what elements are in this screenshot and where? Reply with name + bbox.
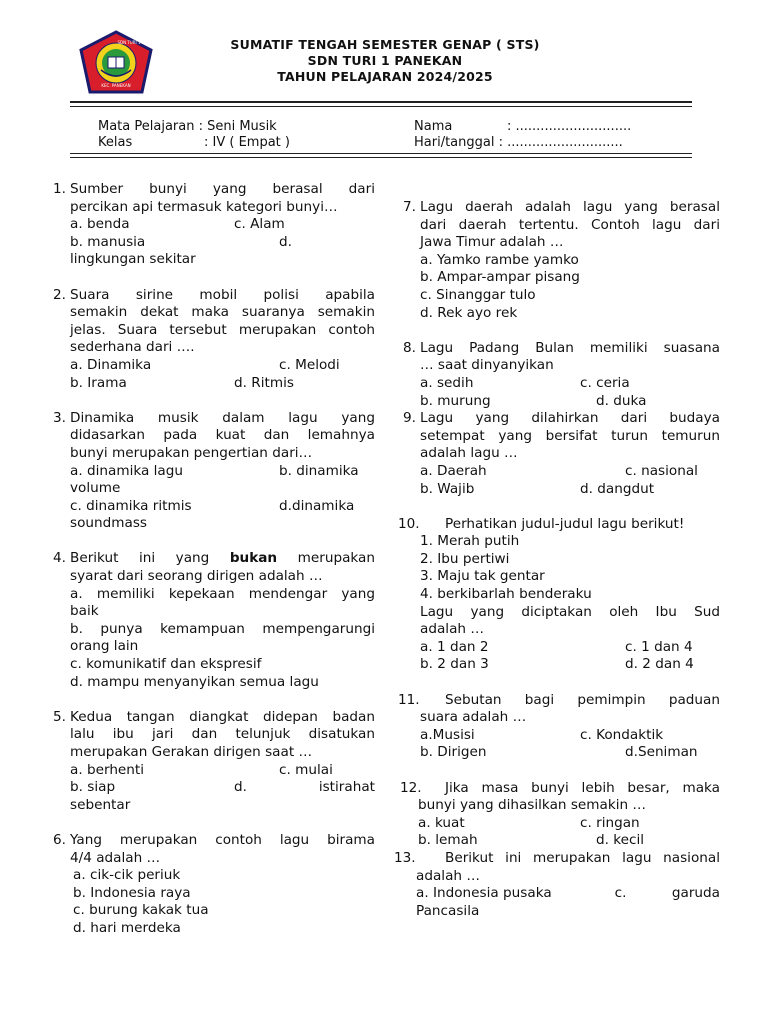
option-b: b. murung [420, 392, 491, 409]
option-a: a. Daerah [420, 462, 487, 479]
list-item: 3. Maju tak gentar [420, 568, 545, 585]
option-c: c. 1 dan 4 [625, 638, 693, 655]
question-7: 7. Lagu daerah adalah lagu yang berasal dari daerah tertentu. Contoh lagu dari Jawa Timur adalah … a. Yamko rambe yamko b. Ampar-ampar pisang c. Sinanggar tulo d. Rek ayo rek [403, 199, 720, 321]
option-b: b. Ampar-ampar pisang [420, 269, 580, 286]
question-1: 1. Sumber bunyi yang berasal dari percikan api termasuk kategori bunyi… a. benda c. Alam b. manusia d. lingkungan sekitar [53, 181, 375, 268]
option-a: a. Yamko rambe yamko [420, 251, 579, 268]
question-12: 12. Jika masa bunyi lebih besar, maka bunyi yang dihasilkan semakin … a. kuat c. ringan b. lemah d. kecil [400, 779, 720, 849]
option-b: b. punya kemampuan mempengarungi [70, 620, 375, 637]
option-a: a.Musisi [420, 726, 475, 743]
option-a: a. berhenti [70, 761, 145, 778]
question-4: 4. Berikut ini yang bukan merupakan syarat dari seorang dirigen adalah … a. memiliki kepekaan mendengar yang baik b. punya kemampuan mempengarungi orang lain c. komunikatif dan ekspresif d. mampu menyanyikan semua lagu [53, 550, 376, 690]
emphasis-word: bukan [229, 550, 278, 567]
option-a: a. kuat [418, 814, 465, 831]
option-c: c. dinamika ritmis [70, 497, 192, 514]
option-d: d.Seniman [625, 744, 698, 761]
question-8: 8. Lagu Padang Bulan memiliki suasana … saat dinyanyikan a. sedih c. ceria b. murung d. duka [403, 339, 720, 409]
option-c: c. mulai [279, 761, 333, 778]
option-d: d. Ritmis [234, 374, 294, 391]
option-a: a. sedih [420, 374, 474, 391]
class-label: Kelas [98, 135, 133, 150]
question-3: 3. Dinamika musik dalam lagu yang didasarkan pada kuat dan lemahnya bunyi merupakan pengertian dari… a. dinamika lagu b. dinamika volume c. dinamika ritmis d.dinamika soundmass [53, 409, 375, 532]
option-b: b. Dirigen [420, 744, 487, 761]
right-column [392, 199, 720, 920]
list-item: 4. berkibarlah benderaku [420, 586, 592, 603]
exam-title: SUMATIF TENGAH SEMESTER GENAP ( STS) [230, 37, 540, 52]
left-column [44, 181, 375, 938]
option-b: b. Wajib [420, 480, 475, 497]
list-item: 1. Merah putih [420, 533, 520, 550]
question-11: 11. Sebutan bagi pemimpin paduan suara adalah … a.Musisi c. Kondaktik b. Dirigen d.Seniman [398, 691, 720, 761]
option-a: a. 1 dan 2 [420, 638, 489, 655]
list-item: 2. Ibu pertiwi [420, 550, 510, 567]
option-a: a. memiliki kepekaan mendengar yang [70, 585, 375, 602]
document-header [190, 37, 580, 85]
option-d: d. mampu menyanyikan semua lagu [70, 673, 319, 690]
header-rule-bottom [70, 106, 692, 107]
option-b: b. 2 dan 3 [420, 656, 489, 673]
option-c: c. nasional [625, 462, 698, 479]
academic-year: TAHUN PELAJARAN 2024/2025 [277, 69, 493, 84]
name-field: : ............................ [507, 119, 632, 134]
class-value: : IV ( Empat ) [204, 135, 290, 150]
option-b: b. manusia [70, 233, 146, 250]
option-b: b. Irama [70, 374, 127, 391]
option-b: b. dinamika [279, 462, 359, 479]
option-c: c. Sinanggar tulo [420, 286, 536, 303]
option-b: b. lemah [418, 832, 478, 849]
svg-text:SDN TURI 1: SDN TURI 1 [117, 40, 141, 45]
option-a: a. benda [70, 216, 130, 233]
date-field: Hari/tanggal : ............................ [414, 135, 623, 150]
option-a: a. dinamika lagu [70, 462, 183, 479]
school-name: SDN TURI 1 PANEKAN [307, 53, 463, 68]
option-b: b. Indonesia raya [73, 884, 191, 901]
option-d: d. dangdut [580, 480, 655, 497]
option-d: d. Rek ayo rek [420, 304, 518, 321]
option-d: d. hari merdeka [73, 919, 181, 936]
option-d: d. kecil [596, 832, 645, 849]
option-a: a. Indonesia pusaka [416, 885, 552, 902]
option-c: c. ringan [580, 814, 640, 831]
option-d: d. duka [596, 392, 647, 409]
subject-label: Mata Pelajaran : Seni Musik [98, 119, 277, 134]
option-a: a. cik-cik periuk [73, 867, 181, 884]
option-d: d. 2 dan 4 [625, 656, 694, 673]
header-rule-top [70, 101, 692, 103]
svg-text:KEC. PANEKAN: KEC. PANEKAN [101, 83, 131, 88]
option-c: c. komunikatif dan ekspresif [70, 656, 262, 673]
name-label: Nama [414, 119, 453, 134]
info-rule-top [70, 153, 692, 154]
option-d: d.dinamika [279, 497, 355, 514]
question-10: 10. Perhatikan judul-judul lagu berikut! 1. Merah putih 2. Ibu pertiwi 3. Maju tak gentar 4. berkibarlah benderaku Lagu yang diciptakan oleh Ibu Sud adalah … a. 1 dan 2 c. 1 dan 4 b. 2 dan 3 d. 2 dan 4 [398, 515, 720, 673]
question-5: 5. Kedua tangan diangkat didepan badan lalu ibu jari dan telunjuk disatukan merupakan Gerakan dirigen saat … a. berhenti c. mulai b. siap d. istirahat sebentar [53, 708, 375, 813]
option-b: b. siap [70, 779, 116, 796]
question-2: 2. Suara sirine mobil polisi apabila semakin dekat maka suaranya semakin jelas. Suara tersebut merupakan contoh sederhana dari …. a. Dinamika c. Melodi b. Irama d. Ritmis [53, 286, 375, 391]
question-6: 6. Yang merupakan contoh lagu birama 4/4 adalah … a. cik-cik periuk b. Indonesia raya c. burung kakak tua d. hari merdeka [53, 831, 375, 936]
option-c: c. Kondaktik [580, 726, 664, 743]
school-logo [79, 30, 153, 94]
question-13: 13. Berikut ini merupakan lagu nasional adalah … a. Indonesia pusaka c. garuda Pancasila [394, 849, 720, 919]
option-d: d. [234, 779, 247, 796]
option-c: c. Melodi [279, 356, 340, 373]
option-c: c. [614, 885, 627, 902]
option-a: a. Dinamika [70, 356, 152, 373]
option-d: d. [279, 233, 292, 250]
question-9: 9. Lagu yang dilahirkan dari budaya setempat yang bersifat turun temurun adalah lagu … a. Daerah c. nasional b. Wajib d. dangdut [403, 410, 720, 497]
option-c: c. burung kakak tua [73, 902, 209, 919]
info-rule-bottom [70, 157, 692, 158]
option-c: c. Alam [234, 216, 285, 233]
option-c: c. ceria [580, 374, 630, 391]
